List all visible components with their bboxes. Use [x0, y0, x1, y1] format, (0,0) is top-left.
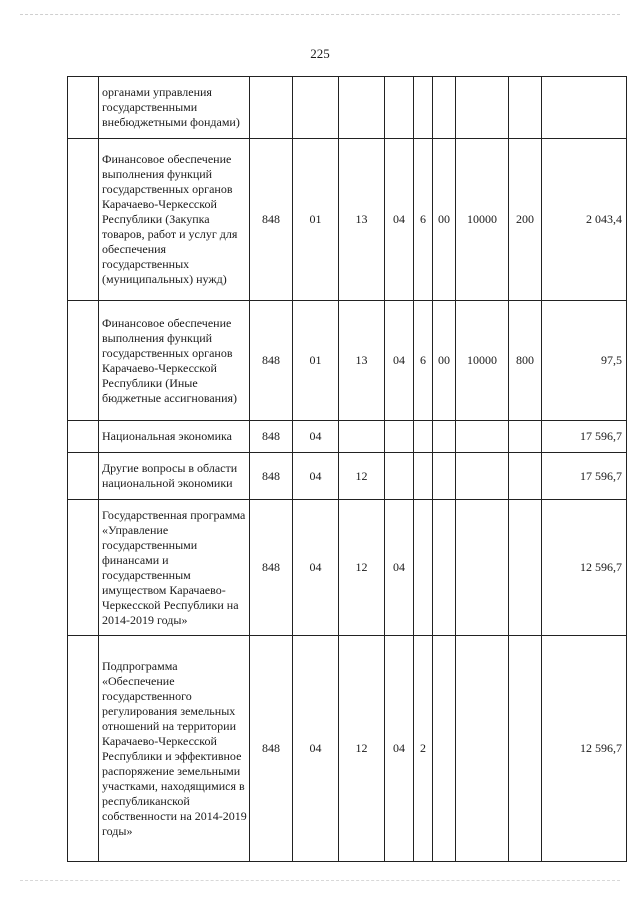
row-name-cell: Государственная программа «Управление государственными финансами и государственным имуществом Карачаево-Черкесской Республики на 2014-2019 годы» [99, 500, 250, 636]
program-code-cell: 04 [385, 500, 414, 636]
event-code-cell [433, 500, 456, 636]
expense-type-cell: 200 [509, 139, 542, 301]
ministry-code-cell: 848 [250, 301, 293, 421]
amount-cell: 17 596,7 [542, 421, 627, 453]
ministry-code-cell: 848 [250, 636, 293, 862]
table-row [68, 301, 627, 421]
row-name-cell: органами управления государственными внебюджетными фондами) [99, 77, 250, 139]
subprogram-code-cell [414, 77, 433, 139]
section-code-cell: 04 [293, 636, 339, 862]
row-index-cell [68, 421, 99, 453]
subsection-code-cell: 12 [339, 500, 385, 636]
row-name-cell: Финансовое обеспечение выполнения функций государственных органов Карачаево-Черкесской Республики (Закупка товаров, работ и услуг для обеспечения государственных (муниципальных) нужд) [99, 139, 250, 301]
table-row [68, 421, 627, 453]
subprogram-code-cell [414, 421, 433, 453]
table-row [68, 453, 627, 500]
row-index-cell [68, 636, 99, 862]
row-name-cell: Финансовое обеспечение выполнения функций государственных органов Карачаево-Черкесской Республики (Иные бюджетные ассигнования) [99, 301, 250, 421]
ministry-code-cell: 848 [250, 453, 293, 500]
subprogram-code-cell: 2 [414, 636, 433, 862]
amount-cell: 97,5 [542, 301, 627, 421]
expense-type-cell [509, 421, 542, 453]
subprogram-code-cell: 6 [414, 139, 433, 301]
row-name-cell: Другие вопросы в области национальной экономики [99, 453, 250, 500]
direction-code-cell [456, 421, 509, 453]
direction-code-cell [456, 77, 509, 139]
direction-code-cell: 10000 [456, 139, 509, 301]
amount-cell [542, 77, 627, 139]
section-code-cell [293, 77, 339, 139]
amount-cell: 12 596,7 [542, 636, 627, 862]
section-code-cell: 01 [293, 301, 339, 421]
direction-code-cell [456, 453, 509, 500]
expense-type-cell [509, 500, 542, 636]
ministry-code-cell: 848 [250, 421, 293, 453]
ministry-code-cell: 848 [250, 500, 293, 636]
scan-artifact-bottom [20, 880, 620, 883]
table-row [68, 77, 627, 139]
event-code-cell [433, 421, 456, 453]
program-code-cell [385, 421, 414, 453]
expense-type-cell [509, 77, 542, 139]
event-code-cell: 00 [433, 139, 456, 301]
section-code-cell: 04 [293, 421, 339, 453]
row-index-cell [68, 453, 99, 500]
event-code-cell [433, 636, 456, 862]
amount-cell: 12 596,7 [542, 500, 627, 636]
amount-cell: 17 596,7 [542, 453, 627, 500]
expense-type-cell [509, 636, 542, 862]
row-index-cell [68, 500, 99, 636]
section-code-cell: 04 [293, 500, 339, 636]
subsection-code-cell: 13 [339, 301, 385, 421]
expense-type-cell: 800 [509, 301, 542, 421]
subprogram-code-cell [414, 500, 433, 636]
row-name-cell: Подпрограмма «Обеспечение государственного регулирования земельных отношений на территории Карачаево-Черкесской Республики и эффективное распоряжение земельными участками, находящимися в республиканской собственности на 2014-2019 годы» [99, 636, 250, 862]
program-code-cell: 04 [385, 301, 414, 421]
row-index-cell [68, 301, 99, 421]
section-code-cell: 04 [293, 453, 339, 500]
direction-code-cell: 10000 [456, 301, 509, 421]
budget-table [67, 76, 627, 862]
subprogram-code-cell [414, 453, 433, 500]
subsection-code-cell: 12 [339, 636, 385, 862]
scan-artifact-top [20, 14, 620, 17]
event-code-cell [433, 77, 456, 139]
expense-type-cell [509, 453, 542, 500]
row-name-cell: Национальная экономика [99, 421, 250, 453]
program-code-cell: 04 [385, 636, 414, 862]
program-code-cell [385, 77, 414, 139]
page-number: 225 [310, 46, 330, 61]
program-code-cell: 04 [385, 139, 414, 301]
section-code-cell: 01 [293, 139, 339, 301]
table-row [68, 636, 627, 862]
table-row [68, 500, 627, 636]
program-code-cell [385, 453, 414, 500]
amount-cell: 2 043,4 [542, 139, 627, 301]
subsection-code-cell: 13 [339, 139, 385, 301]
subsection-code-cell [339, 77, 385, 139]
event-code-cell [433, 453, 456, 500]
row-index-cell [68, 139, 99, 301]
ministry-code-cell: 848 [250, 139, 293, 301]
table-row [68, 139, 627, 301]
subsection-code-cell: 12 [339, 453, 385, 500]
ministry-code-cell [250, 77, 293, 139]
subsection-code-cell [339, 421, 385, 453]
direction-code-cell [456, 636, 509, 862]
subprogram-code-cell: 6 [414, 301, 433, 421]
event-code-cell: 00 [433, 301, 456, 421]
row-index-cell [68, 77, 99, 139]
direction-code-cell [456, 500, 509, 636]
